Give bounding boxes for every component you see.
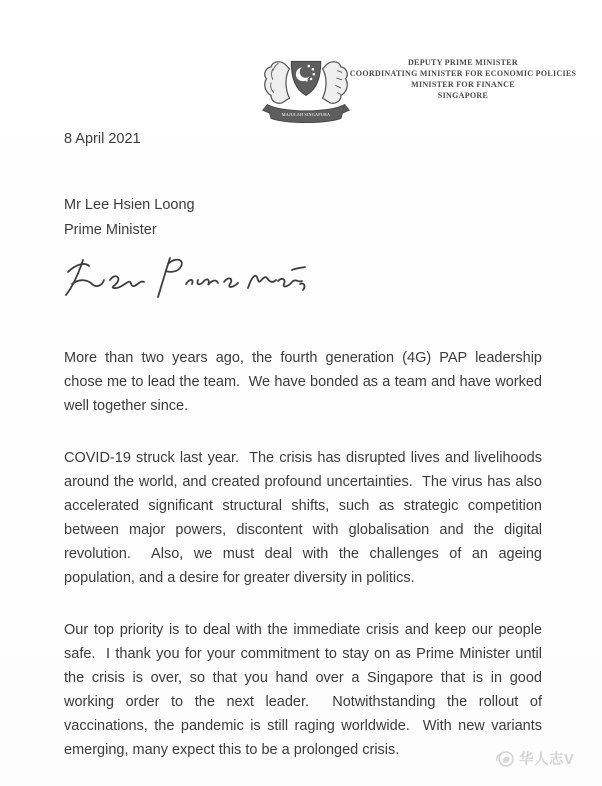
letter-date: 8 April 2021 [64, 131, 141, 147]
huarenzhi-logo-icon [495, 749, 515, 769]
letterhead-line-1: DEPUTY PRIME MINISTER [407, 58, 518, 67]
recipient-title: Prime Minister [64, 222, 157, 238]
watermark [495, 748, 574, 769]
recipient-name: Mr Lee Hsien Loong [64, 197, 195, 213]
letterhead-line-4: SINGAPORE [437, 91, 489, 100]
watermark-text: 华人志V [519, 752, 575, 768]
crest-motto: MAJULAH SINGAPURA [281, 112, 331, 118]
paragraph-2: COVID-19 struck last year. The crisis has disrupted lives and livelihoods around the world, and created profound uncertainties. The virus has also accelerated significant structural shifts, such as strategic competition between major powers, discontent with globalisation and the digital revolution. Also, we must deal with the challenges of an ageing population, and a desire for greater diversity in politics. [64, 449, 547, 586]
letterhead-office-block [338, 57, 588, 101]
paragraph-1: More than two years ago, the fourth generation (4G) PAP leadership chose me to lead the team. We have bonded as a team and have worked well together since. [64, 349, 547, 414]
letterhead-line-2: COORDINATING MINISTER FOR ECONOMIC POLICIES [349, 69, 577, 78]
handwritten-salutation [58, 250, 308, 314]
letterhead-line-3: MINISTER FOR FINANCE [411, 80, 515, 89]
paragraph-3: Our top priority is to deal with the immediate crisis and keep our people safe. I thank you for your commitment to stay on as Prime Minister until the crisis is over, so that you hand over a Singapore that is in good working order to the next leader. Notwithstanding the rollout of vaccinations, the pandemic is still raging worldwide. With new variants emerging, many expect this to be a prolonged crisis. [64, 621, 547, 758]
recipient-block [64, 193, 195, 243]
